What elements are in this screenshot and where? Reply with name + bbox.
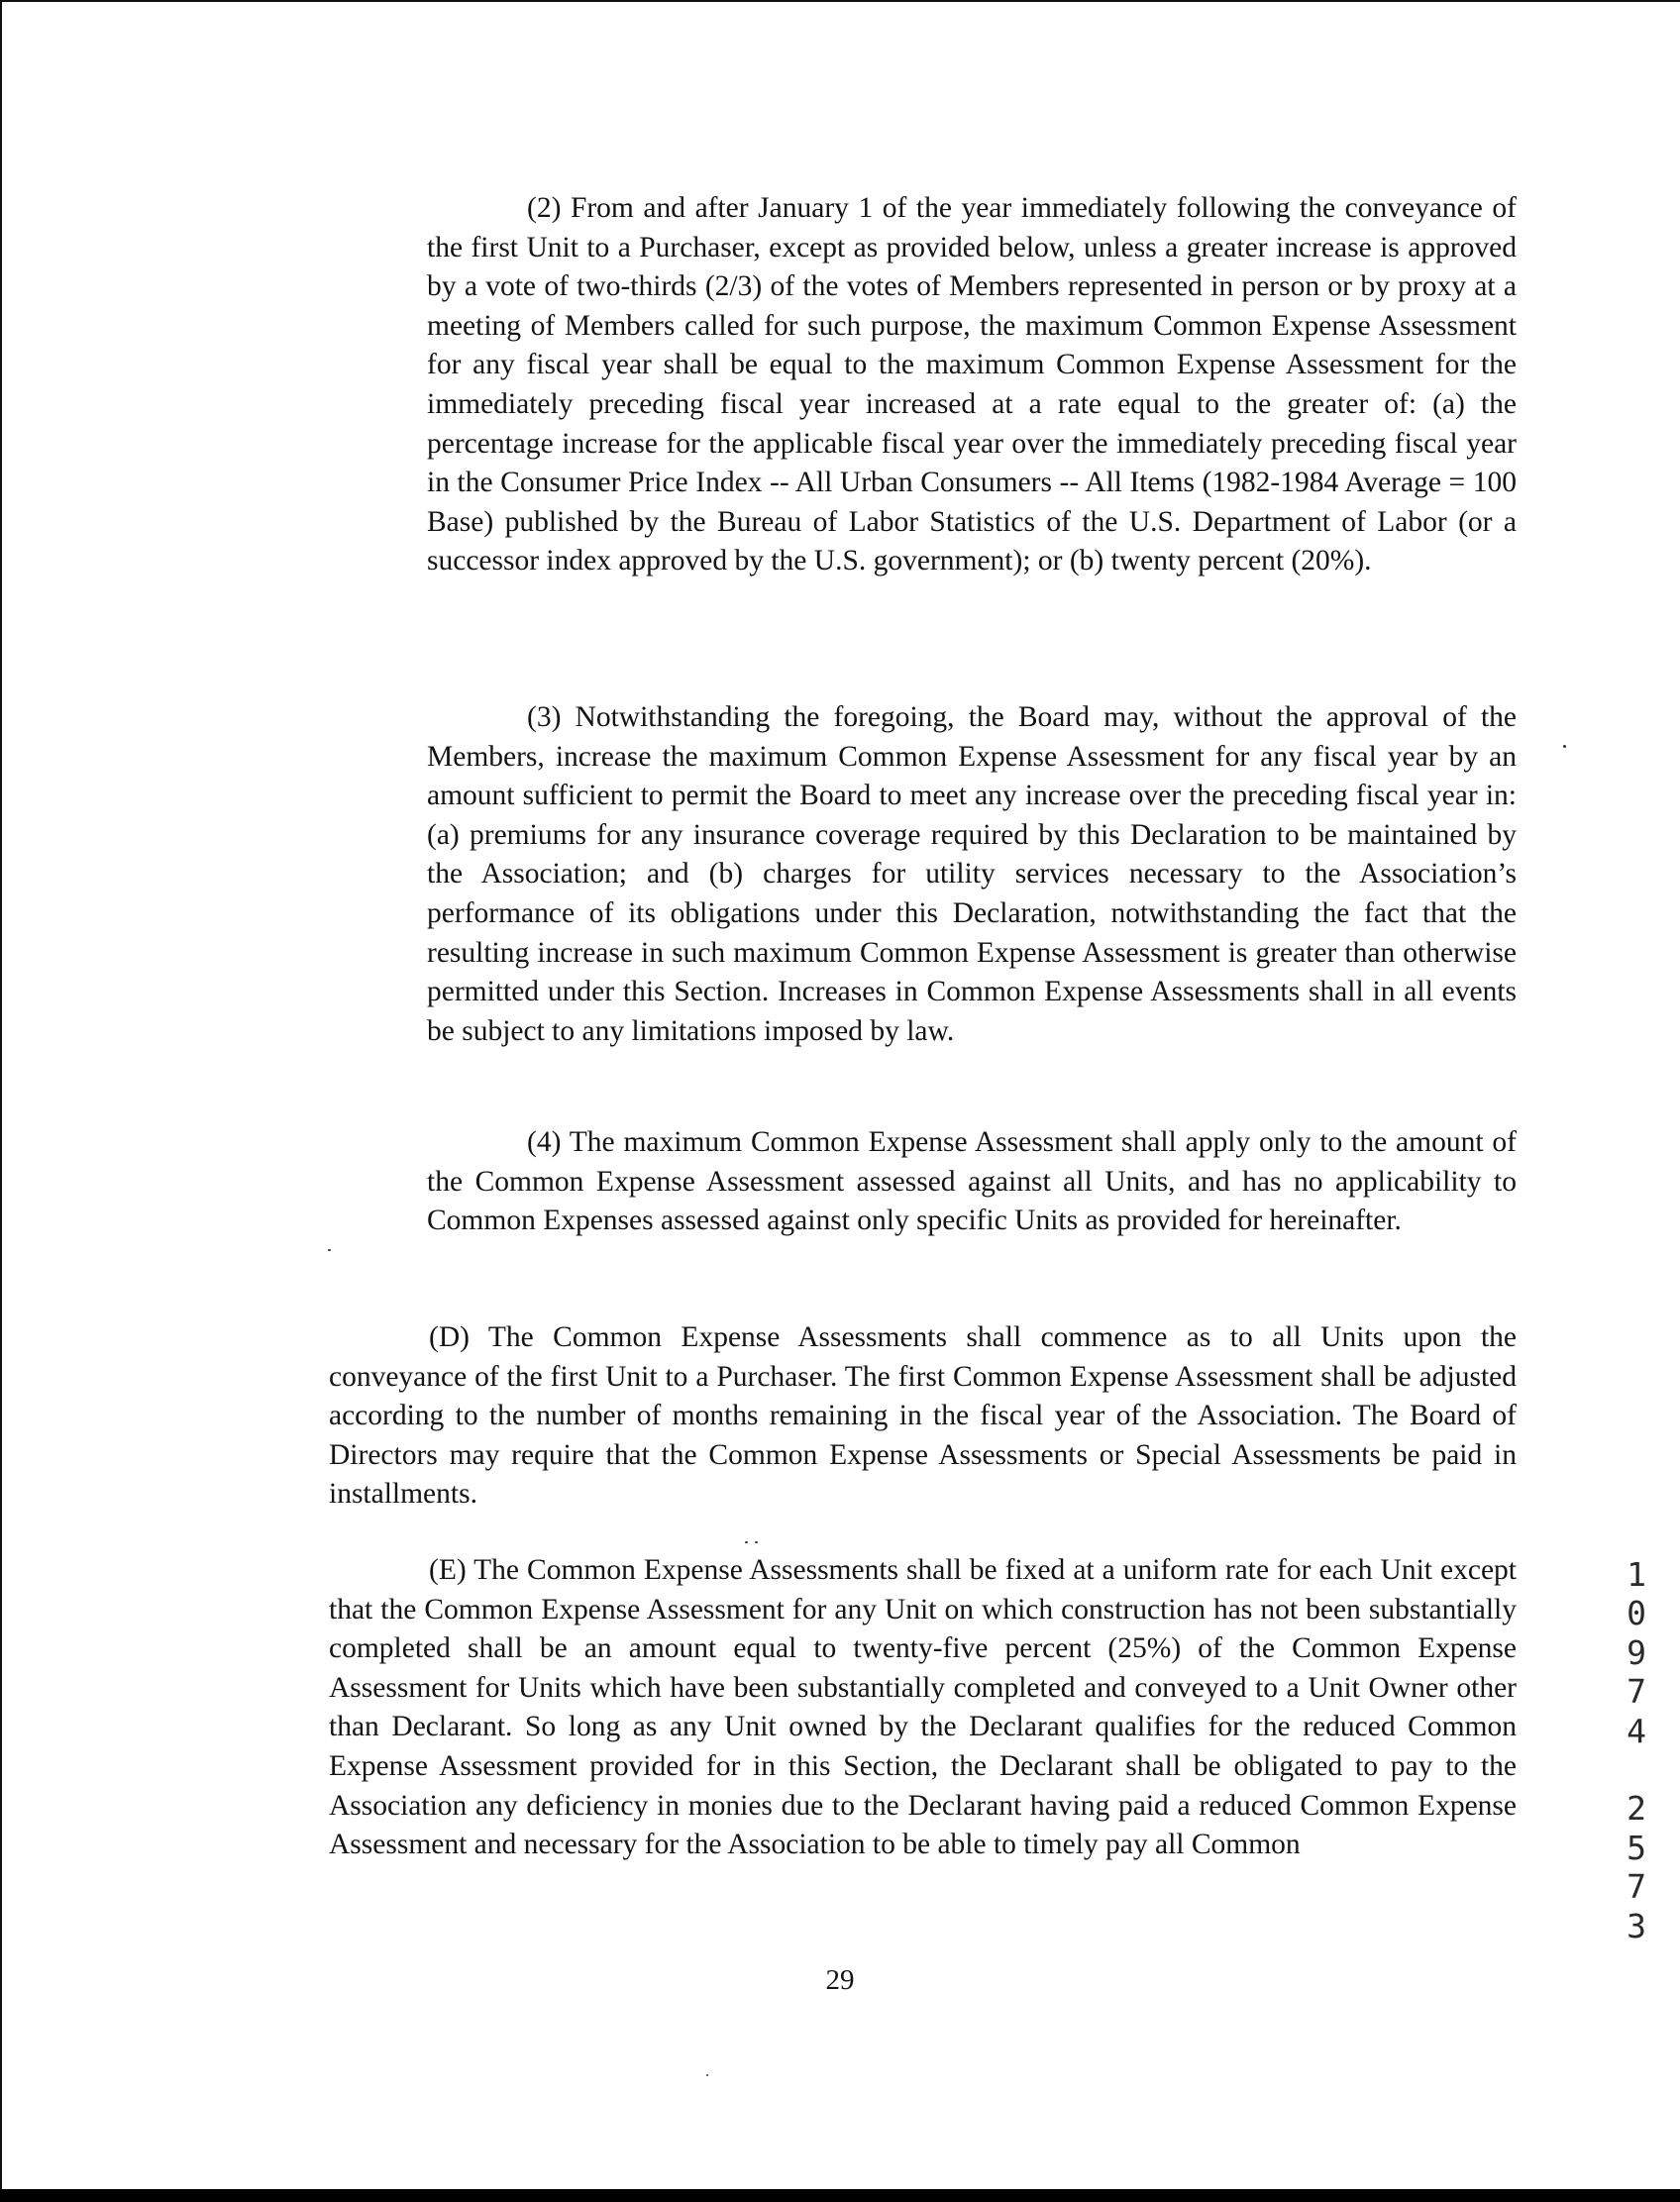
- stamp-gap: [1617, 1750, 1656, 1789]
- paragraph-d: (D) The Common Expense Assessments shall commence as to all Units upon the conveyance of the first Unit to a Purchaser. The first Common Expense Assessment shall be adjusted according to the number of months remaining in the fiscal year of the Association. The Board of Directors may require that the Common Expense Assessments or Special Assessments be paid in installments.: [329, 1321, 1517, 1511]
- page-border-top: [0, 0, 1680, 2]
- stamp-digit: 0: [1627, 1594, 1646, 1633]
- paragraph-4: (4) The maximum Common Expense Assessment shall apply only to the amount of the Common Expense Assessment assessed against all Units, and has no applicability to Common Expenses assessed against only specific Units as provided for hereinafter.: [427, 1126, 1517, 1237]
- stamp-digit: 7: [1627, 1867, 1646, 1907]
- scan-speck: [745, 1541, 748, 1543]
- stamp-digit: 3: [1627, 1906, 1646, 1945]
- stamp-digit: 9: [1627, 1632, 1646, 1672]
- page-border-bottom: [0, 2189, 1680, 2202]
- paragraph-3: (3) Notwithstanding the foregoing, the Board may, without the approval of the Members, increase the maximum Common Expense Assessment for any fiscal year by an amount sufficient to permit the Board to meet any increase over the preceding fiscal year in: (a) premiums for any insurance coverage required by this Declaration to be maintained by the Association; and (b) charges for utility services necessary to the Association’s performance of its obligations under this Declaration, notwithstanding the fact that the resulting increase in such maximum Common Expense Assessment is greater than otherwise permitted under this Section. Increases in Common Expense Assessments shall in all events be subject to any limitations imposed by law.: [427, 701, 1517, 1047]
- stamp-digit: 4: [1627, 1711, 1646, 1750]
- page-border-left: [0, 0, 2, 2202]
- page-number: 29: [825, 1964, 855, 1996]
- stamp-digit: 5: [1627, 1828, 1646, 1867]
- scan-speck: [328, 1249, 331, 1251]
- paragraph-e: (E) The Common Expense Assessments shall be fixed at a uniform rate for each Unit except that the Common Expense Assessment for any Unit on which construction has not been substantially completed shall be an amount equal to twenty-five percent (25%) of the Common Expense Assessment for Units which have been substantially completed and conveyed to a Unit Owner other than Declarant. So long as any Unit owned by the Declarant qualifies for the reduced Common Expense Assessment provided for in this Section, the Declarant shall be obligated to pay to the Association any deficiency in monies due to the Declarant having paid a reduced Common Expense Assessment and necessary for the Association to be able to timely pay all Common: [329, 1554, 1517, 1861]
- paragraph-2: (2) From and after January 1 of the year immediately following the conveyance of the first Unit to a Purchaser, except as provided below, unless a greater increase is approved by a vote of two-thirds (2/3) of the votes of Members represented in person or by proxy at a meeting of Members called for such purpose, the maximum Common Expense Assessment for any fiscal year shall be equal to the maximum Common Expense Assessment for the immediately preceding fiscal year increased at a rate equal to the greater of: (a) the percentage increase for the applicable fiscal year over the immediately preceding fiscal year in the Consumer Price Index -- All Urban Consumers -- All Items (1982-1984 Average = 100 Base) published by the Bureau of Labor Statistics of the U.S. Department of Labor (or a successor index approved by the U.S. government); or (b) twenty percent (20%).: [427, 192, 1517, 577]
- stamp-digit: 1: [1627, 1555, 1646, 1594]
- stamp-digit: 7: [1627, 1672, 1646, 1712]
- scan-speck: [706, 2074, 708, 2076]
- scan-speck: [755, 1541, 758, 1543]
- scan-speck: [1563, 745, 1566, 748]
- stamp-digit: 2: [1627, 1789, 1646, 1829]
- margin-stamp: [1617, 1555, 1656, 1945]
